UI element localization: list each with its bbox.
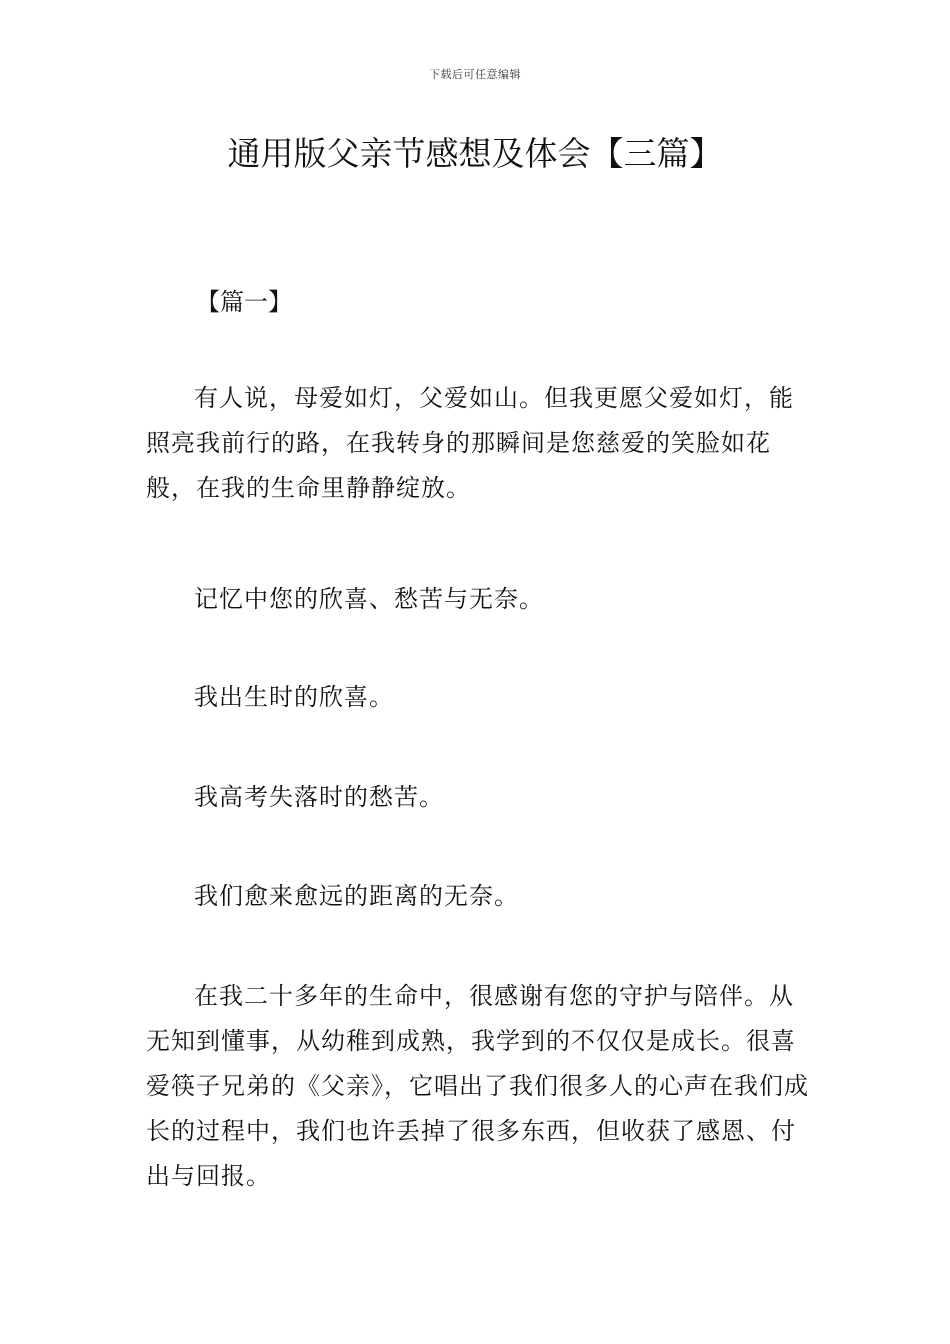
paragraph: 记忆中您的欣喜、愁苦与无奈。 [194,585,544,613]
paragraph: 我们愈来愈远的距离的无奈。 [194,882,519,910]
paragraph: 在我二十多年的生命中，很感谢有您的守护与陪伴。从无知到懂事，从幼稚到成熟，我学到的不仅仅是成长。很喜爱筷子兄弟的《父亲》，它唱出了我们很多人的心声在我们成长的过程中，我们也许丢掉了很多东西，但收获了感恩、付出与回报。 [146,982,809,1190]
section-label: 【篇一】 [196,288,292,316]
paragraph: 有人说，母爱如灯，父爱如山。但我更愿父爱如灯，能照亮我前行的路，在我转身的那瞬间是您慈爱的笑脸如花般，在我的生命里静静绽放。 [146,384,794,502]
paragraph: 我高考失落时的愁苦。 [194,783,444,811]
paragraph: 我出生时的欣喜。 [194,683,394,711]
header-note: 下载后可任意编辑 [429,68,521,81]
document-title: 通用版父亲节感想及体会【三篇】 [227,134,723,173]
